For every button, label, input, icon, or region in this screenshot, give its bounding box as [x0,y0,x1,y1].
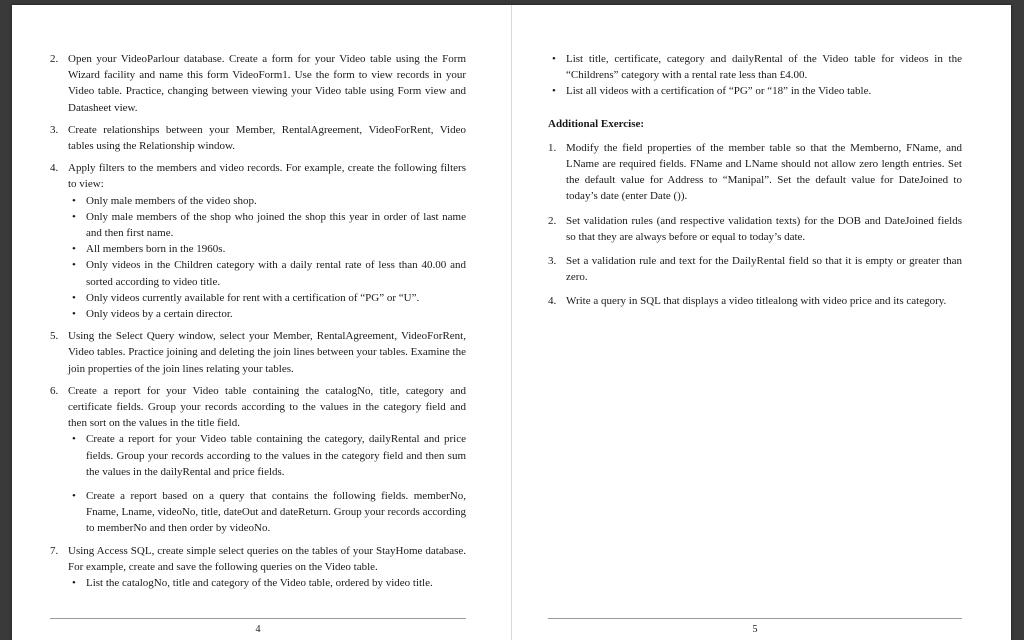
bullet-item: • All members born in the 1960s. [68,241,466,257]
document-spread [12,5,1011,640]
additional-item-3 [548,253,962,285]
exercise-item-5 [50,328,466,377]
item-number: 2. [50,53,59,65]
item-text: Create relationships between your Member, RentalAgreement, VideoForRent, Video tables using the Relationship window. [68,123,466,153]
item-text: Using the Select Query window, select your Member, RentalAgreement, VideoForRent, Video tables. Practice joining and deleting the join lines between your tables. Examine the join properties of the join lines relating your tables. [68,330,466,375]
exercise-item-7 [50,543,466,592]
item-text: Set validation rules (and respective validation texts) for the DOB and DateJoined fields so that they are always before or equal to today’s date. [566,214,962,243]
item-text: Write a query in SQL that displays a video titlealong with video price and its category. [566,295,947,308]
item-number: 3. [50,123,59,136]
bullet-item: • Only male members of the shop who joined the shop this year in order of last name and then first name. [68,209,466,241]
footer-rule [50,618,466,619]
exercise-item-3 [50,122,466,154]
footer-rule [548,618,962,619]
right-page-content [548,51,962,318]
item-body [68,543,466,592]
query-list [68,575,466,591]
exercise-item-4 [50,160,466,322]
section-heading: Additional Exercise: [548,117,645,130]
exercise-item-6 [50,383,466,537]
item-text: Apply filters to the members and video records. For example, create the following filters to view: [68,162,466,191]
item-text: Create a report for your Video table containing the catalogNo, title, category and certificate fields. Group your records according to the values in the category field and then sort on the values in the title field. [68,384,466,430]
item-number: 4. [50,162,59,175]
item-number: 1. [548,141,557,154]
bullet-item: • List the catalogNo, title and category of the Video table, ordered by video title. [68,575,466,591]
item-number: 3. [548,255,557,268]
item-text: Set a validation rule and text for the DailyRental field so that it is empty or greater than zero. [566,255,962,284]
page-left [12,5,512,640]
bullet-item: • Only videos in the Children category with a daily rental rate of less than 40.00 and sorted according to video title. [68,257,466,289]
item-text: Using Access SQL, create simple select queries on the tables of your StayHome database. For example, create and save the following queries on the Video table. [68,544,466,573]
bullet-item: • Only male members of the video shop. [68,193,466,209]
page-number: 5 [752,624,758,635]
left-page-content [50,51,466,597]
additional-item-4 [548,293,962,309]
bullet-item: • List all videos with a certification of “PG” or “18” in the Video table. [548,83,962,99]
bullet-item: • Only videos currently available for rent with a certification of “PG” or “U”. [68,290,466,306]
additional-item-2 [548,213,962,245]
exercise-item-2 [50,51,466,116]
report-list [68,431,466,536]
bullet-item: • Create a report based on a query that contains the following fields. memberNo, Fname, Lname, videoNo, title, dateOut and dateReturn. Group your records according to memberNo and then order by videoNo. [68,488,466,537]
page-right [512,5,1011,640]
item-number: 5. [50,330,59,343]
item-number: 4. [548,295,557,308]
bullet-item: • Only videos by a certain director. [68,306,466,322]
query-list-continued [548,51,962,100]
item-number: 2. [548,214,557,227]
bullet-item: • Create a report for your Video table containing the category, dailyRental and price fields. Group your records according to the values in the category field and then sum the values in the dailyRental and price fields. [68,431,466,480]
page-number: 4 [255,624,261,635]
filter-list [68,193,466,323]
item-number: 7. [50,544,59,557]
bullet-item: • List title, certificate, category and dailyRental of the Video table for videos in the “Childrens” category with a rental rate less than £4.00. [548,51,962,83]
item-text: Modify the field properties of the member table so that the Memberno, FName, and LName are required fields. FName and LName should not allow zero length entries. Set the default value for Address to “Manipal”. Set the default value for DateJoined to today’s date (enter Date ()). [566,141,962,203]
item-number: 6. [50,384,59,397]
item-body [68,383,466,537]
item-body [68,160,466,322]
item-text: Open your VideoParlour database. Create a form for your Video table using the Form Wizard facility and name this form VideoForm1. Use the form to view records in your Video table. Practice, changing between viewing your Video table using Form view and Datasheet view. [68,53,466,114]
additional-item-1 [548,140,962,205]
